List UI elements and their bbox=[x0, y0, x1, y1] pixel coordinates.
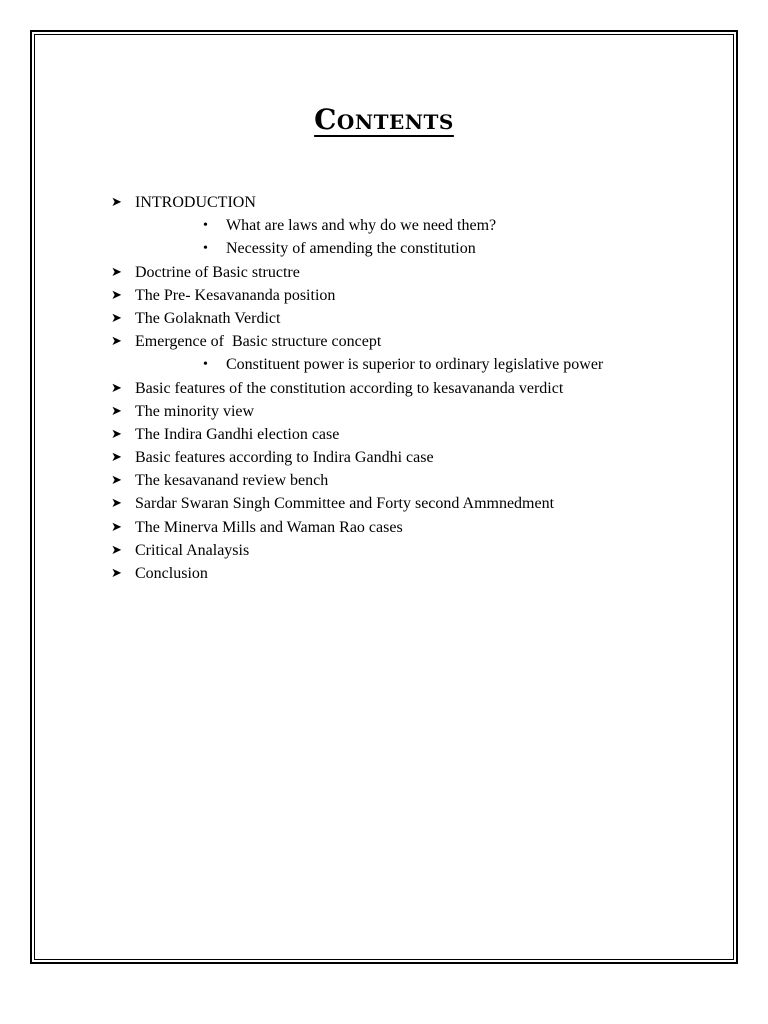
toc-item-text: The kesavanand review bench bbox=[135, 472, 329, 490]
arrow-bullet-icon: ➤ bbox=[111, 426, 122, 442]
toc-item bbox=[110, 446, 730, 469]
toc-item-text: The Minerva Mills and Waman Rao cases bbox=[135, 518, 403, 536]
toc-item-text: The minority view bbox=[135, 402, 255, 420]
toc-item-text: Doctrine of Basic structre bbox=[135, 263, 300, 281]
arrow-bullet-icon: ➤ bbox=[111, 310, 122, 326]
toc-item bbox=[110, 423, 730, 446]
toc-item-text: The Golaknath Verdict bbox=[135, 309, 281, 327]
toc-item-text: Emergence of Basic structure concept bbox=[135, 333, 382, 351]
toc-item bbox=[110, 400, 730, 423]
arrow-bullet-icon: ➤ bbox=[111, 566, 122, 581]
dot-bullet-icon: • bbox=[203, 241, 208, 257]
dot-bullet-icon: • bbox=[203, 357, 208, 373]
arrow-bullet-icon: ➤ bbox=[111, 287, 122, 303]
toc-subitem bbox=[110, 353, 730, 376]
page-title-text: Contents bbox=[314, 103, 454, 136]
toc-subitem bbox=[110, 214, 730, 237]
toc-item-text: The Pre- Kesavananda position bbox=[135, 286, 336, 304]
toc-item bbox=[110, 377, 730, 400]
page-title bbox=[0, 100, 768, 140]
toc-subitem-text: Necessity of amending the constitution bbox=[226, 240, 476, 258]
arrow-bullet-icon: ➤ bbox=[111, 403, 122, 419]
dot-bullet-icon: • bbox=[203, 218, 208, 234]
toc-subitem bbox=[110, 237, 730, 260]
toc-item bbox=[110, 307, 730, 330]
toc-item bbox=[110, 539, 730, 562]
toc-item-text: Sardar Swaran Singh Committee and Forty second Ammnedment bbox=[135, 495, 555, 513]
toc-subitem-text: What are laws and why do we need them? bbox=[226, 217, 497, 235]
toc-item bbox=[110, 562, 730, 585]
toc-item-text: Critical Analaysis bbox=[135, 541, 250, 559]
toc-item-text: Conclusion bbox=[135, 565, 208, 582]
toc-item-text: Basic features of the constitution according to kesavananda verdict bbox=[135, 379, 564, 397]
toc-item bbox=[110, 191, 730, 214]
arrow-bullet-icon: ➤ bbox=[111, 473, 122, 489]
arrow-bullet-icon: ➤ bbox=[111, 496, 122, 512]
toc-item bbox=[110, 261, 730, 284]
arrow-bullet-icon: ➤ bbox=[111, 195, 122, 210]
arrow-bullet-icon: ➤ bbox=[111, 334, 122, 350]
arrow-bullet-icon: ➤ bbox=[111, 519, 122, 535]
toc-subitem-text: Constituent power is superior to ordinary legislative power bbox=[226, 356, 604, 374]
arrow-bullet-icon: ➤ bbox=[111, 450, 122, 466]
arrow-bullet-icon: ➤ bbox=[111, 264, 122, 280]
toc-item bbox=[110, 516, 730, 539]
arrow-bullet-icon: ➤ bbox=[111, 380, 122, 396]
toc-item-text: Basic features according to Indira Gandhi case bbox=[135, 449, 434, 467]
arrow-bullet-icon: ➤ bbox=[111, 542, 122, 558]
toc-item-text: The Indira Gandhi election case bbox=[135, 425, 340, 443]
contents-list bbox=[110, 191, 730, 585]
toc-item bbox=[110, 284, 730, 307]
toc-item bbox=[110, 330, 730, 353]
toc-item bbox=[110, 492, 730, 515]
toc-item bbox=[110, 469, 730, 492]
toc-item-text: INTRODUCTION bbox=[135, 194, 256, 211]
